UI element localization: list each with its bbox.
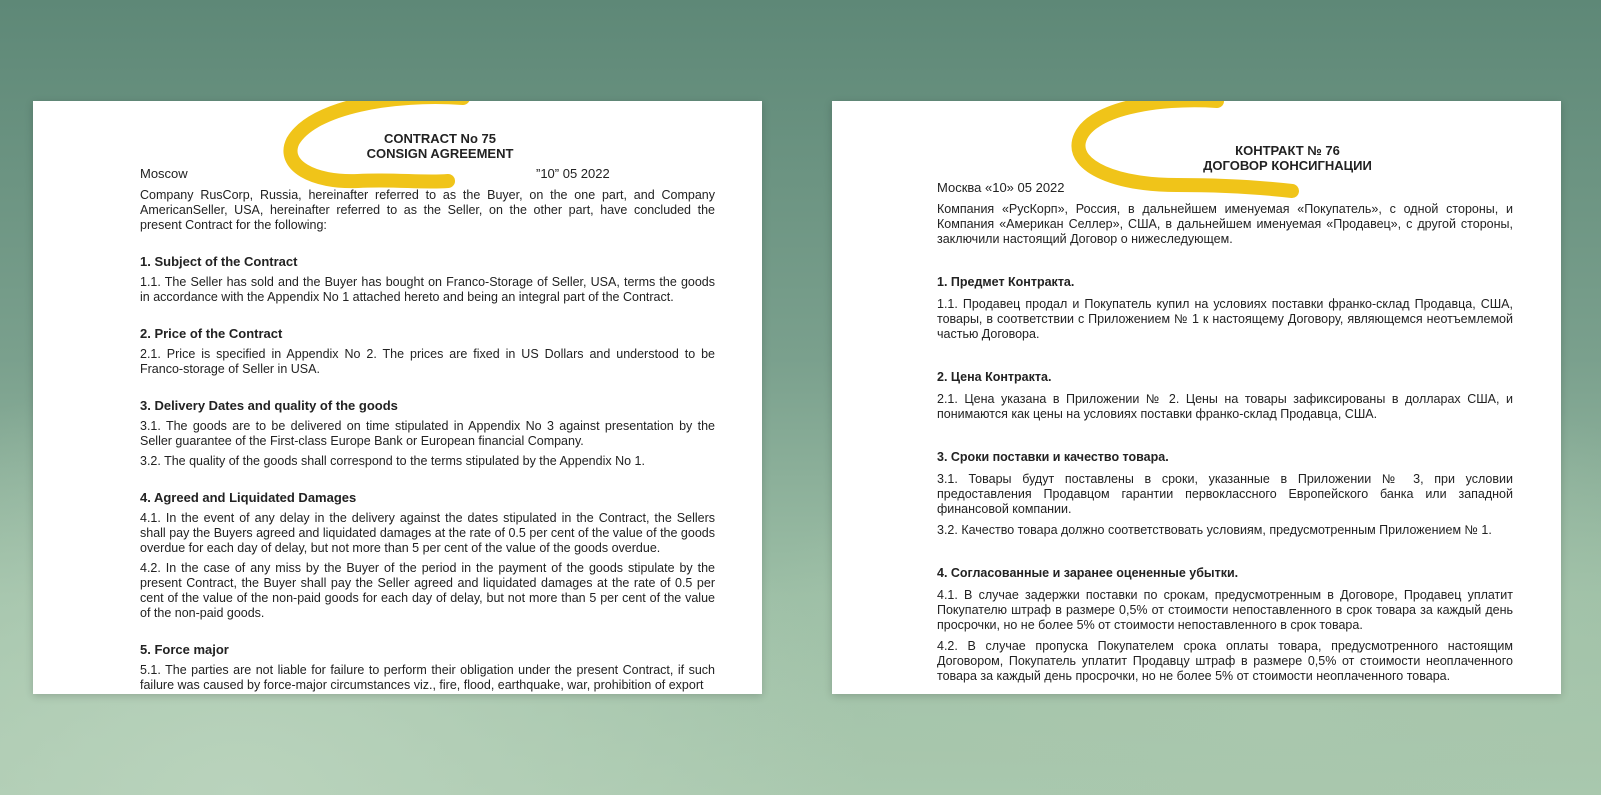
english-contract-page	[33, 101, 762, 694]
english-section-1-heading: 1. Subject of the Contract	[140, 254, 298, 269]
english-clause-2-1: 2.1. Price is specified in Appendix No 2. The prices are fixed in US Dollars and understood to be Franco-storage of Seller in USA.	[140, 347, 715, 376]
russian-section-2	[937, 370, 1513, 422]
english-intro: Company RusCorp, Russia, hereinafter referred to as the Buyer, on the one part, and Company AmericanSeller, USA, hereinafter referred to as the Seller, on the other part, have concluded the present Contract for the following:	[140, 188, 715, 232]
english-contract-title	[140, 131, 715, 161]
english-clause-4-2: 4.2. In the case of any miss by the Buyer of the period in the payment of the goods stipulate by the present Contract, the Buyer shall pay the Seller agreed and liquidated damages at the rate of 0.5 per cent of the value of the non-paid goods for each day of delay, but not more than 5 per cent of the value of the non-paid goods.	[140, 561, 715, 620]
russian-place-date: Москва «10» 05 2022	[937, 180, 1065, 195]
english-date: ”10” 05 2022	[536, 166, 610, 181]
russian-section-4	[937, 566, 1513, 684]
english-place: Moscow	[140, 166, 188, 181]
english-section-3	[140, 398, 715, 469]
russian-clause-1-1: 1.1. Продавец продал и Покупатель купил на условиях поставки франко-склад Продавца, США, товары, в соответствии с Приложением № 1 к настоящему Договору, являющемся неотъемлемой частью Договора.	[937, 297, 1513, 341]
english-section-4	[140, 490, 715, 621]
russian-clause-4-2: 4.2. В случае пропуска Покупателем срока оплаты товара, предусмотренного настоящим Договором, Покупатель уплатит Продавцу штраф в размере 0,5% от стоимости неоплаченного товара за каждый день просрочки, но не более 5% от стоимости неоплаченного товара.	[937, 639, 1513, 683]
russian-section-3-heading: 3. Сроки поставки и качество товара.	[937, 450, 1169, 464]
russian-title-line2: ДОГОВОР КОНСИГНАЦИИ	[1203, 158, 1372, 173]
russian-clause-3-2: 3.2. Качество товара должно соответствовать условиям, предусмотренным Приложением № 1.	[937, 523, 1492, 537]
english-contract-body	[140, 188, 715, 694]
english-section-2-heading: 2. Price of the Contract	[140, 326, 283, 341]
russian-contract-title	[937, 143, 1513, 173]
russian-section-3	[937, 450, 1513, 538]
english-title-line2: CONSIGN AGREEMENT	[366, 146, 514, 161]
english-clause-3-2: 3.2. The quality of the goods shall correspond to the terms stipulated by the Appendix No 1.	[140, 454, 645, 468]
russian-section-2-heading: 2. Цена Контракта.	[937, 370, 1052, 384]
english-clause-5-1: 5.1. The parties are not liable for failure to perform their obligation under the present Contract, if such failure was caused by force-major circumstances viz., fire, flood, earthquake, war, prohibition of export	[140, 663, 715, 692]
russian-section-1	[937, 275, 1513, 342]
russian-section-4-heading: 4. Согласованные и заранее оцененные убытки.	[937, 566, 1239, 580]
english-clause-3-1: 3.1. The goods are to be delivered on time stipulated in Appendix No 3 against presentation by the Seller guarantee of the First-class Europe Bank or European financial Company.	[140, 419, 715, 448]
english-section-1	[140, 254, 715, 305]
english-section-5-heading: 5. Force major	[140, 642, 229, 657]
russian-contract-page	[832, 101, 1561, 694]
russian-contract-content	[937, 101, 1513, 694]
english-section-3-heading: 3. Delivery Dates and quality of the goods	[140, 398, 398, 413]
english-clause-1-1: 1.1. The Seller has sold and the Buyer has bought on Franco-Storage of Seller, USA, terms the goods in accordance with the Appendix No 1 attached hereto and being an integral part of the Contract.	[140, 275, 715, 304]
russian-clause-4-1: 4.1. В случае задержки поставки по срокам, предусмотренным в Договоре, Продавец уплатит Покупателю штраф в размере 0,5% от стоимости непоставленного в срок товара за каждый день просрочки, но не более 5% от стоимости непоставленного в срок товара.	[937, 588, 1513, 632]
russian-clause-2-1: 2.1. Цена указана в Приложении № 2. Цены на товары зафиксированы в долларах США, и понимаются как цены на условиях поставки франко-склад Продавца, США.	[937, 392, 1513, 421]
english-clause-4-1: 4.1. In the event of any delay in the delivery against the dates stipulated in the Contract, the Sellers shall pay the Buyers agreed and liquidated damages at the rate of 0.5 per cent of the value of the goods overdue for each day of delay, but not more than 5 per cent of the value of the goods overdue.	[140, 511, 715, 555]
english-section-4-heading: 4. Agreed and Liquidated Damages	[140, 490, 357, 505]
english-contract-content	[140, 101, 715, 694]
english-title-line1: CONTRACT No 75	[384, 131, 496, 146]
english-section-2	[140, 326, 715, 377]
russian-title-line1: КОНТРАКТ № 76	[1235, 143, 1340, 158]
russian-intro: Компания «РусКорп», Россия, в дальнейшем именуемая «Покупатель», с одной стороны, и Компания «Американ Селлер», США, в дальнейшем именуемая «Продавец», с другой стороны, заключили настоящий Договор о нижеследующем.	[937, 202, 1513, 246]
russian-contract-body	[937, 202, 1513, 694]
russian-section-1-heading: 1. Предмет Контракта.	[937, 275, 1075, 289]
english-section-5	[140, 642, 715, 693]
russian-clause-3-1: 3.1. Товары будут поставлены в сроки, указанные в Приложении № 3, при условии предоставления Продавцом гарантии первоклассного Европейского банка или западной финансовой компании.	[937, 472, 1513, 516]
